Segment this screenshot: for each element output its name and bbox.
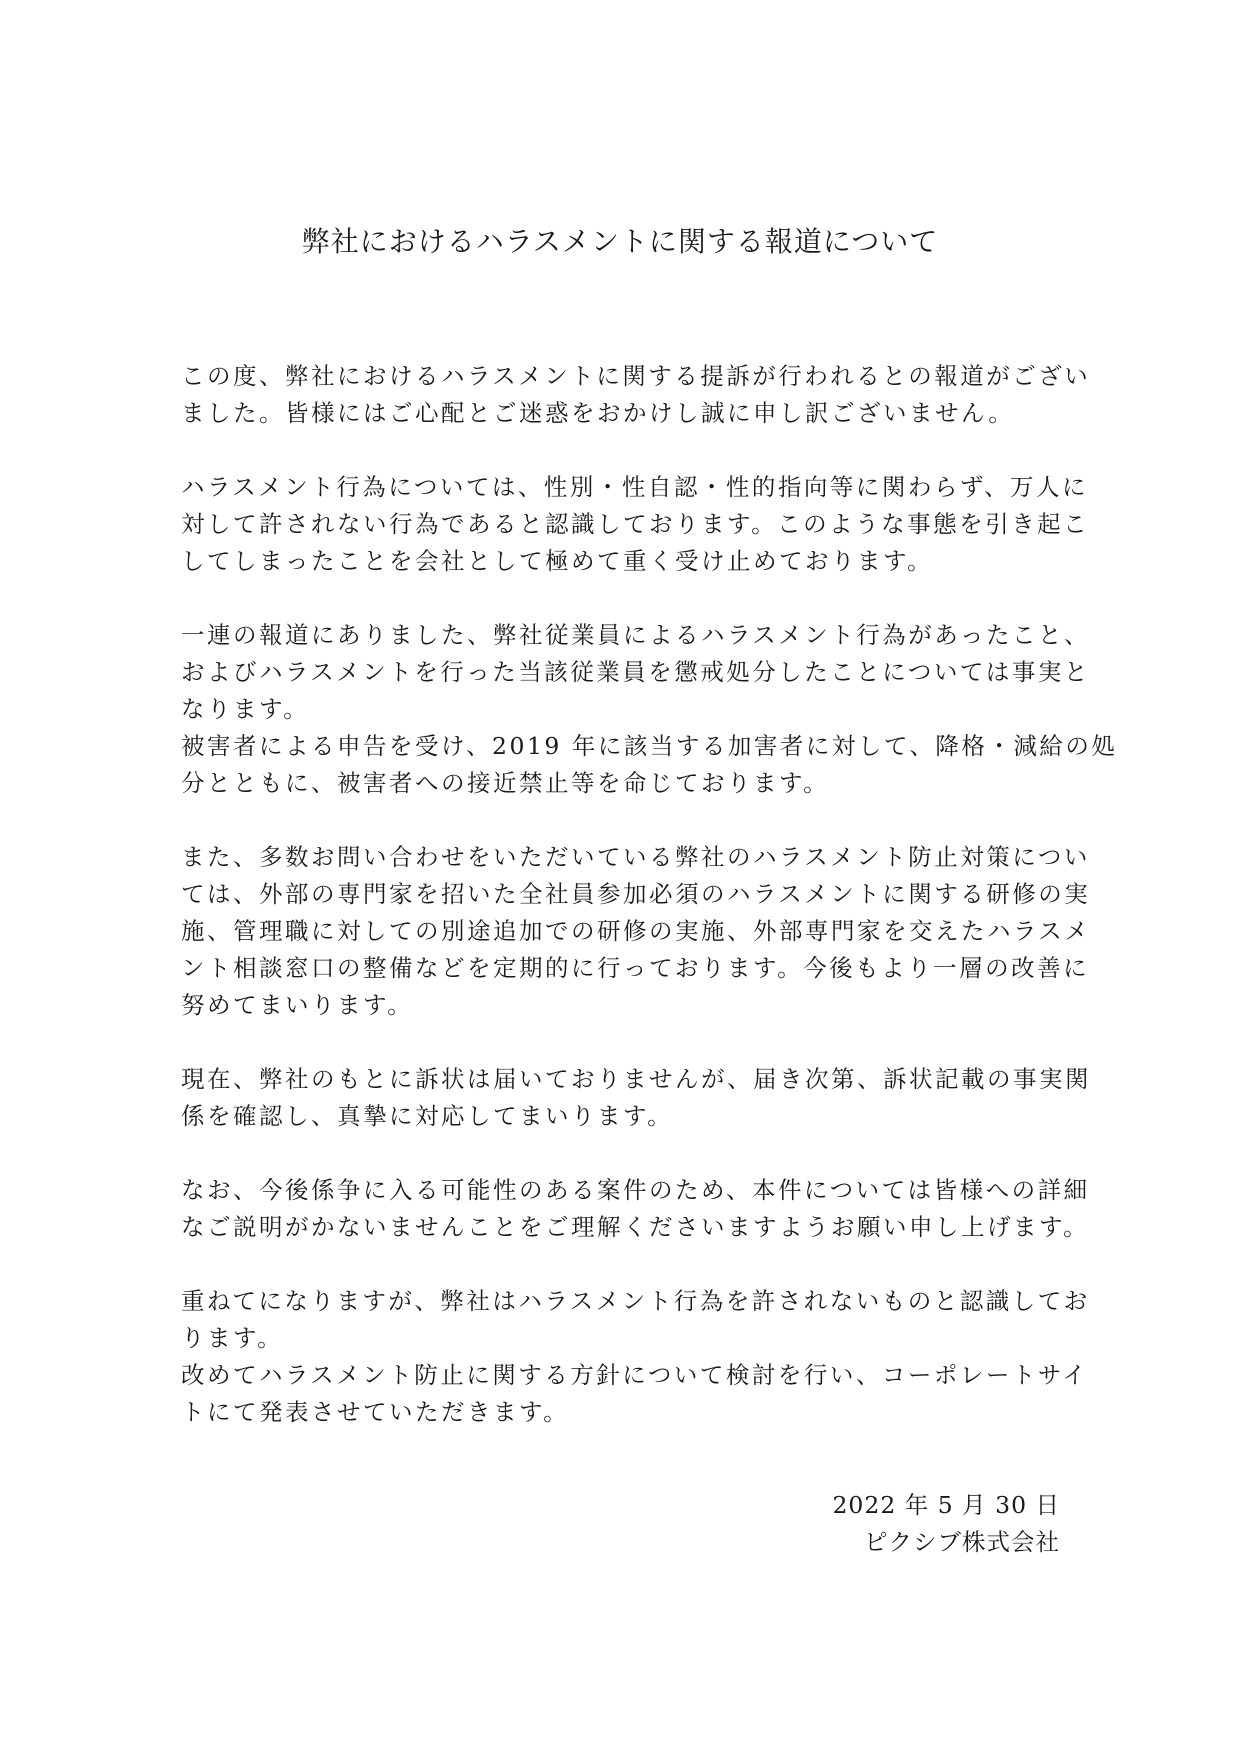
paragraph-line: トにて発表させていただきます。 — [181, 1398, 570, 1426]
paragraph-line: なります。 — [181, 695, 310, 723]
paragraph-line: 努めてまいります。 — [181, 991, 414, 1019]
paragraph-line: ハラスメント行為については、性別・性自認・性的指向等に関わらず、万人に — [181, 473, 1088, 501]
paragraph — [181, 1061, 1091, 1135]
paragraph-line: 分とともに、被害者への接近禁止等を命じております。 — [181, 769, 830, 797]
paragraph — [181, 1283, 1090, 1431]
paragraph-line: この度、弊社におけるハラスメントに関する提訴が行われるとの報道がござい — [181, 362, 1091, 390]
paragraph-line: なご説明がかないませんことをご理解くださいますようお願い申し上げます。 — [181, 1213, 1090, 1241]
paragraph — [181, 1172, 1090, 1246]
paragraph-line: 対して許されない行為であると認識しております。このような事態を引き起こ — [181, 510, 1090, 538]
paragraph-line: 改めてハラスメント防止に関する方針について検討を行い、コーポレートサイ — [181, 1361, 1089, 1389]
document-title: 弊社におけるハラスメントに関する報道について — [301, 225, 939, 258]
paragraph-line: 被害者による申告を受け、2019 年に該当する加害者に対して、降格・減給の処 — [181, 732, 1118, 760]
paragraph-line: また、多数お問い合わせをいただいている弊社のハラスメント防止対策につい — [181, 843, 1090, 871]
document-body — [181, 358, 1118, 1468]
paragraph — [181, 617, 1118, 802]
paragraph-line: 現在、弊社のもとに訴状は届いておりませんが、届き次第、訴状記載の事実関 — [181, 1065, 1091, 1093]
paragraph-line: 一連の報道にありました、弊社従業員によるハラスメント行為があったこと、 — [181, 621, 1091, 649]
paragraph — [181, 469, 1090, 580]
paragraph-line: 重ねてになりますが、弊社はハラスメント行為を許されないものと認識してお — [181, 1287, 1090, 1315]
paragraph — [181, 358, 1091, 432]
paragraph-line: ては、外部の専門家を招いた全社員参加必須のハラスメントに関する研修の実 — [181, 880, 1091, 908]
paragraph-line: 係を確認し、真摯に対応してまいります。 — [181, 1102, 674, 1130]
company-name: ピクシブ株式会社 — [864, 1528, 1060, 1556]
signature-block — [832, 1487, 1060, 1561]
paragraph-line: ました。皆様にはご心配とご迷惑をおかけし誠に申し訳ございません。 — [181, 399, 1015, 427]
paragraph — [181, 839, 1091, 1024]
paragraph-line: ります。 — [181, 1324, 284, 1352]
paragraph-line: およびハラスメントを行った当該従業員を懲戒処分したことについては事実と — [181, 658, 1090, 686]
paragraph-line: ント相談窓口の整備などを定期的に行っております。今後もより一層の改善に — [181, 954, 1090, 982]
paragraph-line: 施、管理職に対しての別途追加での研修の実施、外部専門家を交えたハラスメ — [181, 917, 1091, 945]
paragraph-line: なお、今後係争に入る可能性のある案件のため、本件については皆様への詳細 — [181, 1176, 1090, 1204]
document-date: 2022 年 5 月 30 日 — [832, 1491, 1060, 1519]
paragraph-line: してしまったことを会社として極めて重く受け止めております。 — [181, 547, 934, 575]
